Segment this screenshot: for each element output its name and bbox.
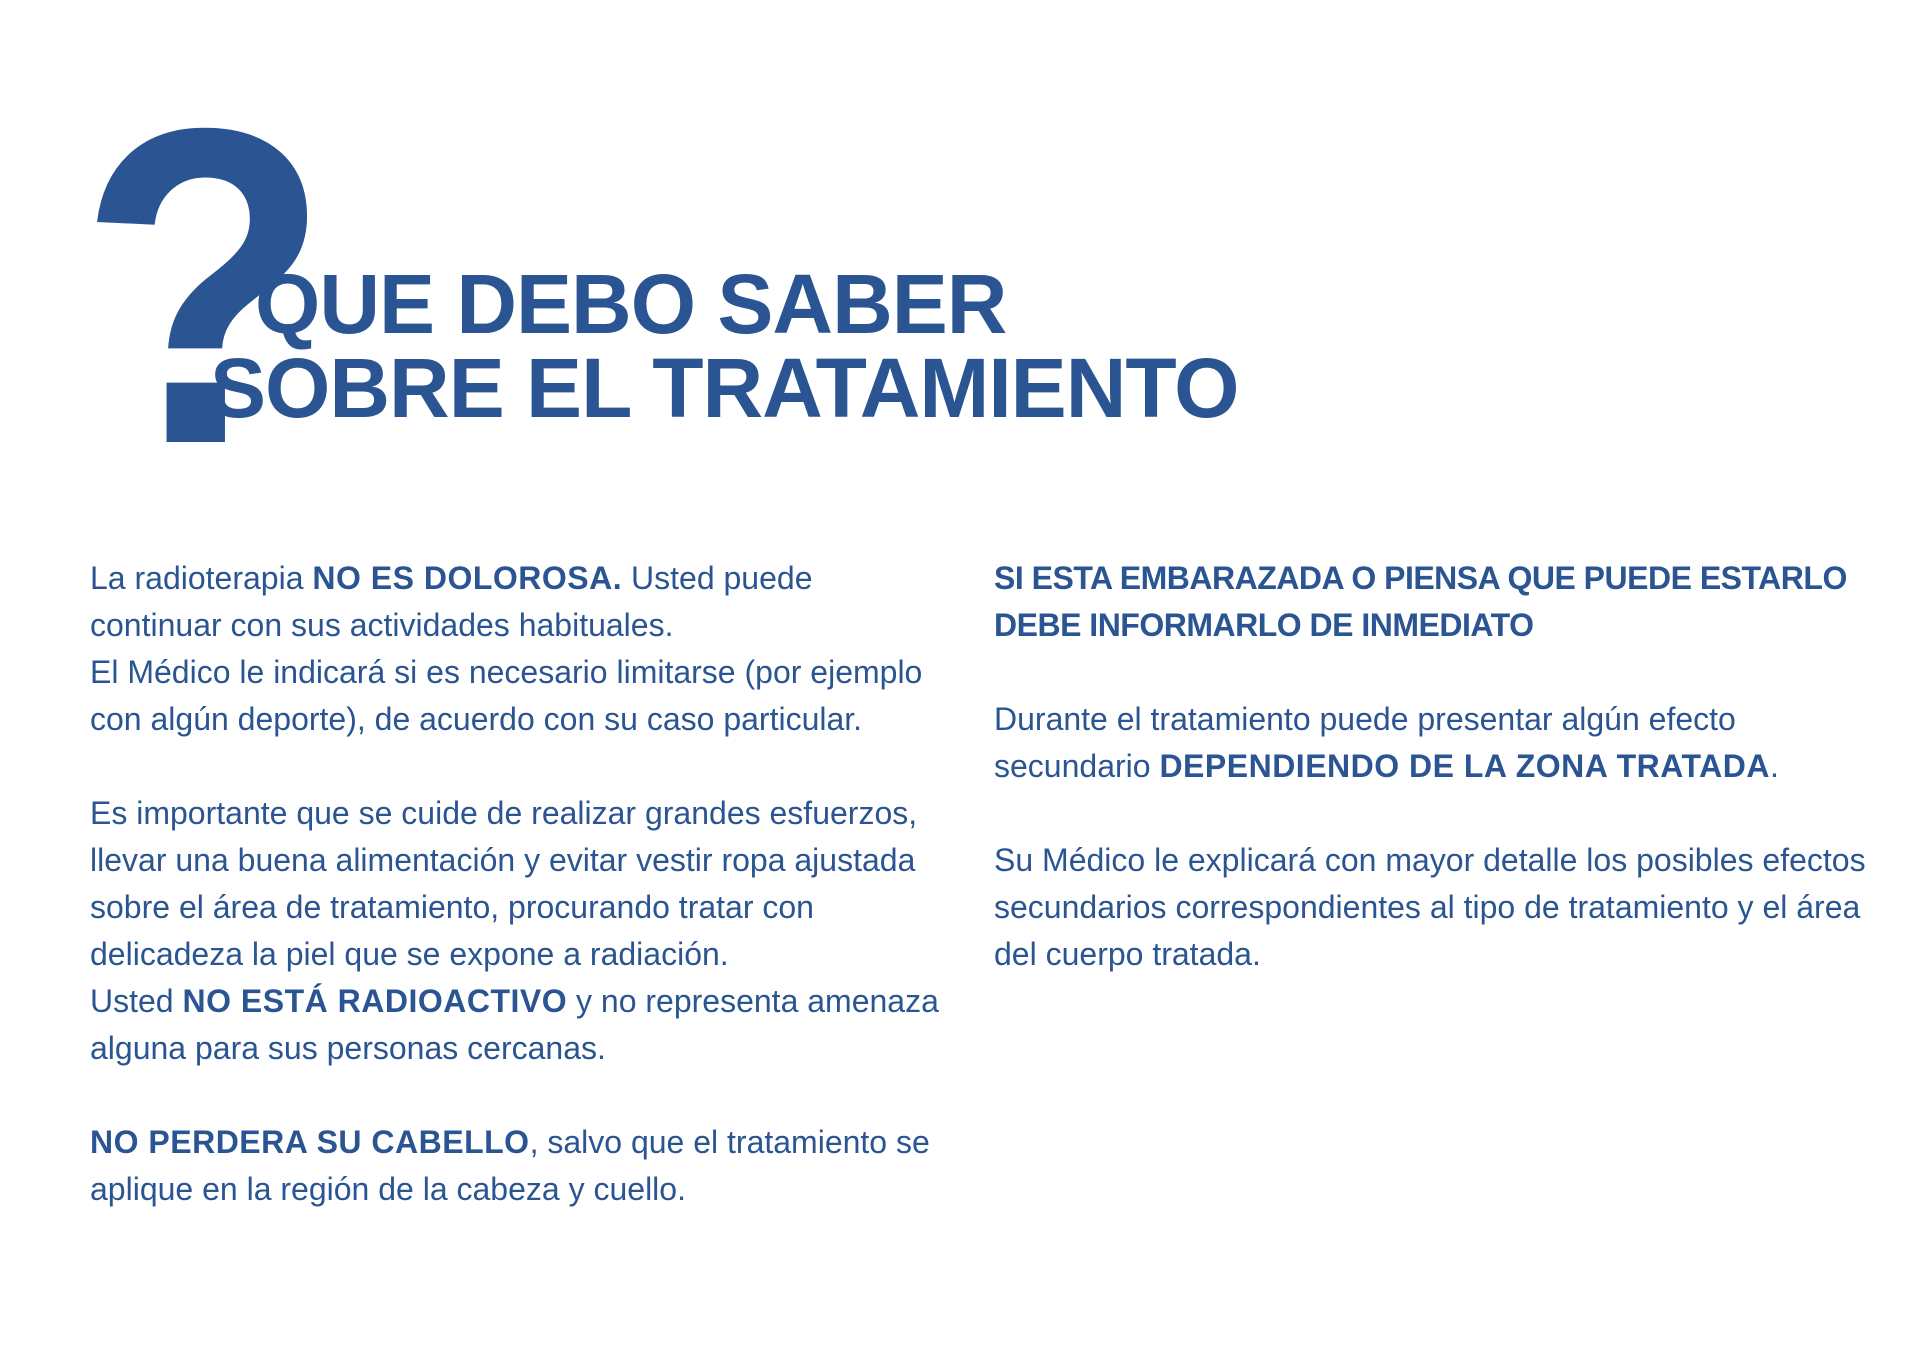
title-line-1: QUE DEBO SABER: [255, 257, 1007, 351]
emphasis: NO ES DOLOROSA.: [312, 560, 623, 596]
pregnancy-warning: SI ESTA EMBARAZADA O PIENSA QUE PUEDE ESTARLO DEBE INFORMARLO DE INMEDIATO: [994, 560, 1847, 643]
text: Usted: [90, 983, 183, 1019]
text: , salvo que el tratamiento se aplique en la región de la cabeza y cuello.: [90, 1124, 930, 1207]
paragraph-hair: [90, 1119, 950, 1213]
paragraph-no-pain: [90, 555, 950, 649]
paragraph-doctor-advice: El Médico le indicará si es necesario limitarse (por ejemplo con algún deporte), de acuerdo con su caso particular.: [90, 654, 923, 737]
emphasis: NO ESTÁ RADIOACTIVO: [182, 983, 568, 1019]
text: Durante el tratamiento puede presentar algún efecto secundario: [994, 701, 1736, 784]
text: .: [1769, 748, 1779, 784]
right-column: [994, 555, 1874, 1025]
page-title: [210, 257, 1239, 435]
title-line-2: SOBRE EL TRATAMIENTO: [210, 341, 1239, 435]
emphasis: NO PERDERA SU CABELLO: [90, 1124, 530, 1160]
text: La radioterapia: [90, 560, 313, 596]
left-column: [90, 555, 950, 1260]
question-mark-graphic: ?: [78, 36, 331, 538]
text: y no representa amenaza alguna para sus personas cercanas.: [90, 983, 939, 1066]
emphasis: DEPENDIENDO DE LA ZONA TRATADA: [1159, 748, 1770, 784]
paragraph-care: Es importante que se cuide de realizar grandes esfuerzos, llevar una buena alimentación y evitar vestir ropa ajustada sobre el área de tratamiento, procurando tratar con delicadeza la piel que se expone a radiación.: [90, 795, 918, 972]
text: Usted puede continuar con sus actividades habituales.: [90, 560, 813, 643]
paragraph-not-radioactive: [90, 978, 950, 1072]
paragraph-side-effects: [994, 696, 1874, 790]
paragraph-doctor-explains: Su Médico le explicará con mayor detalle los posibles efectos secundarios correspondientes al tipo de tratamiento y el área del cuerpo tratada.: [994, 842, 1866, 972]
